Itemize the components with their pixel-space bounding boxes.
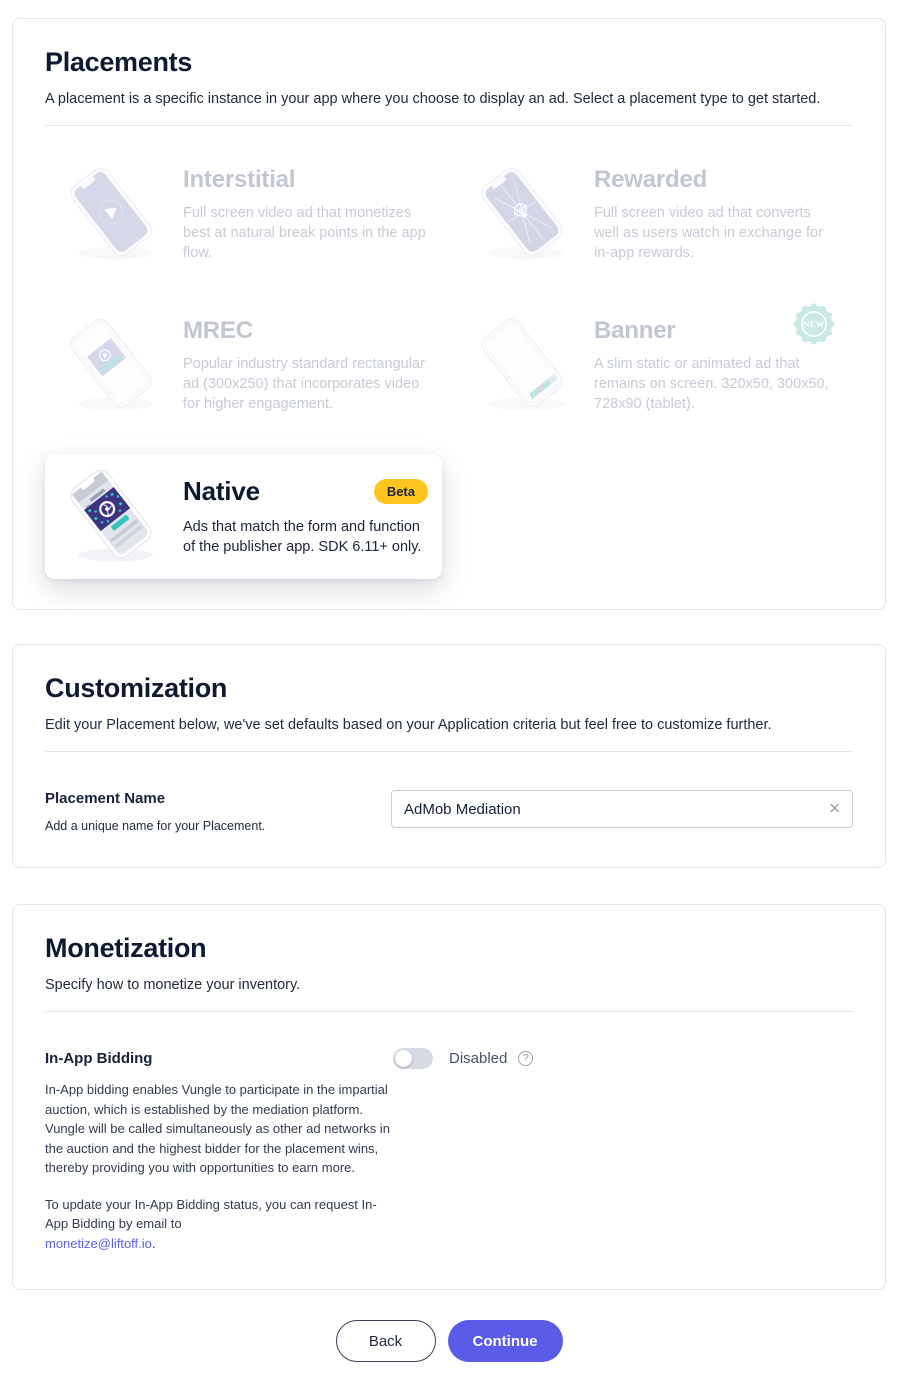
option-description: Popular industry standard rectangular ad (300x250) that incorporates video for higher engagement.: [183, 356, 425, 412]
divider: [45, 1011, 853, 1012]
option-title: Banner: [594, 317, 676, 344]
interstitial-phone-icon: [53, 158, 171, 271]
monetization-subtitle: Specify how to monetize your inventory.: [45, 977, 301, 993]
option-description: A slim static or animated ad that remains on screen. 320x50, 300x50, 728x90 (tablet).: [594, 356, 829, 412]
beta-badge: Beta: [374, 479, 428, 504]
in-app-bidding-toggle[interactable]: [393, 1048, 433, 1069]
mrec-phone-icon: [53, 309, 171, 422]
placement-name-label: Placement Name: [45, 790, 166, 807]
customization-title: Customization: [45, 673, 228, 703]
toggle-knob: [395, 1050, 412, 1067]
native-phone-icon: [53, 460, 171, 573]
option-title: Rewarded: [594, 166, 708, 193]
placements-subtitle: A placement is a specific instance in your app where you choose to display an ad. Select a placement type to get started.: [45, 91, 821, 107]
option-title: Interstitial: [183, 166, 296, 193]
placement-options-grid: [45, 152, 853, 579]
continue-button[interactable]: Continue: [448, 1320, 563, 1362]
toggle-state-label: Disabled: [449, 1050, 508, 1067]
in-app-bidding-note: To update your In-App Bidding status, you can request In-App Bidding by email to monetize@liftoff.io.: [45, 1196, 377, 1251]
placements-title: Placements: [45, 47, 193, 77]
banner-phone-icon: [464, 309, 582, 422]
placement-name-hint: Add a unique name for your Placement.: [45, 819, 266, 833]
help-icon[interactable]: ?: [518, 1051, 533, 1066]
placement-option-rewarded[interactable]: [456, 152, 853, 277]
new-badge: [793, 303, 835, 350]
back-button[interactable]: Back: [336, 1320, 436, 1362]
option-description: Ads that match the form and function of the publisher app. SDK 6.11+ only.: [183, 519, 422, 555]
in-app-bidding-label: In-App Bidding: [45, 1050, 153, 1067]
placement-option-mrec[interactable]: [45, 303, 442, 428]
divider: [45, 125, 853, 126]
clear-input-icon[interactable]: ✕: [828, 800, 841, 818]
divider: [45, 751, 853, 752]
in-app-bidding-description: In-App bidding enables Vungle to participate in the impartial auction, which is established by the mediation platform. Vungle will be called simultaneously as other ad networks in the auction and the highest bidder for the placement wins, thereby providing you with opportunities to earn more.: [45, 1082, 390, 1175]
option-title: MREC: [183, 317, 253, 344]
svg-text:NEW: NEW: [803, 320, 825, 330]
rewarded-phone-icon: [464, 158, 582, 271]
customization-card: [12, 644, 886, 868]
option-description: Full screen video ad that converts well as users watch in exchange for in-app rewards.: [594, 205, 823, 261]
placement-option-interstitial[interactable]: [45, 152, 442, 277]
placement-name-row: [45, 790, 853, 833]
placement-name-input[interactable]: [391, 790, 853, 828]
monetize-email-link[interactable]: monetize@liftoff.io: [45, 1235, 152, 1251]
placement-option-banner[interactable]: [456, 303, 853, 428]
option-description: Full screen video ad that monetizes best at natural break points in the app flow.: [183, 205, 426, 261]
footer-actions: [0, 1320, 898, 1362]
option-title: Native: [183, 476, 260, 506]
in-app-bidding-row: [45, 1050, 853, 1253]
monetization-card: [12, 904, 886, 1290]
placement-option-native[interactable]: [45, 454, 442, 579]
monetization-title: Monetization: [45, 933, 207, 963]
placements-card: [12, 18, 886, 610]
customization-subtitle: Edit your Placement below, we've set defaults based on your Application criteria but feel free to customize further.: [45, 717, 772, 733]
